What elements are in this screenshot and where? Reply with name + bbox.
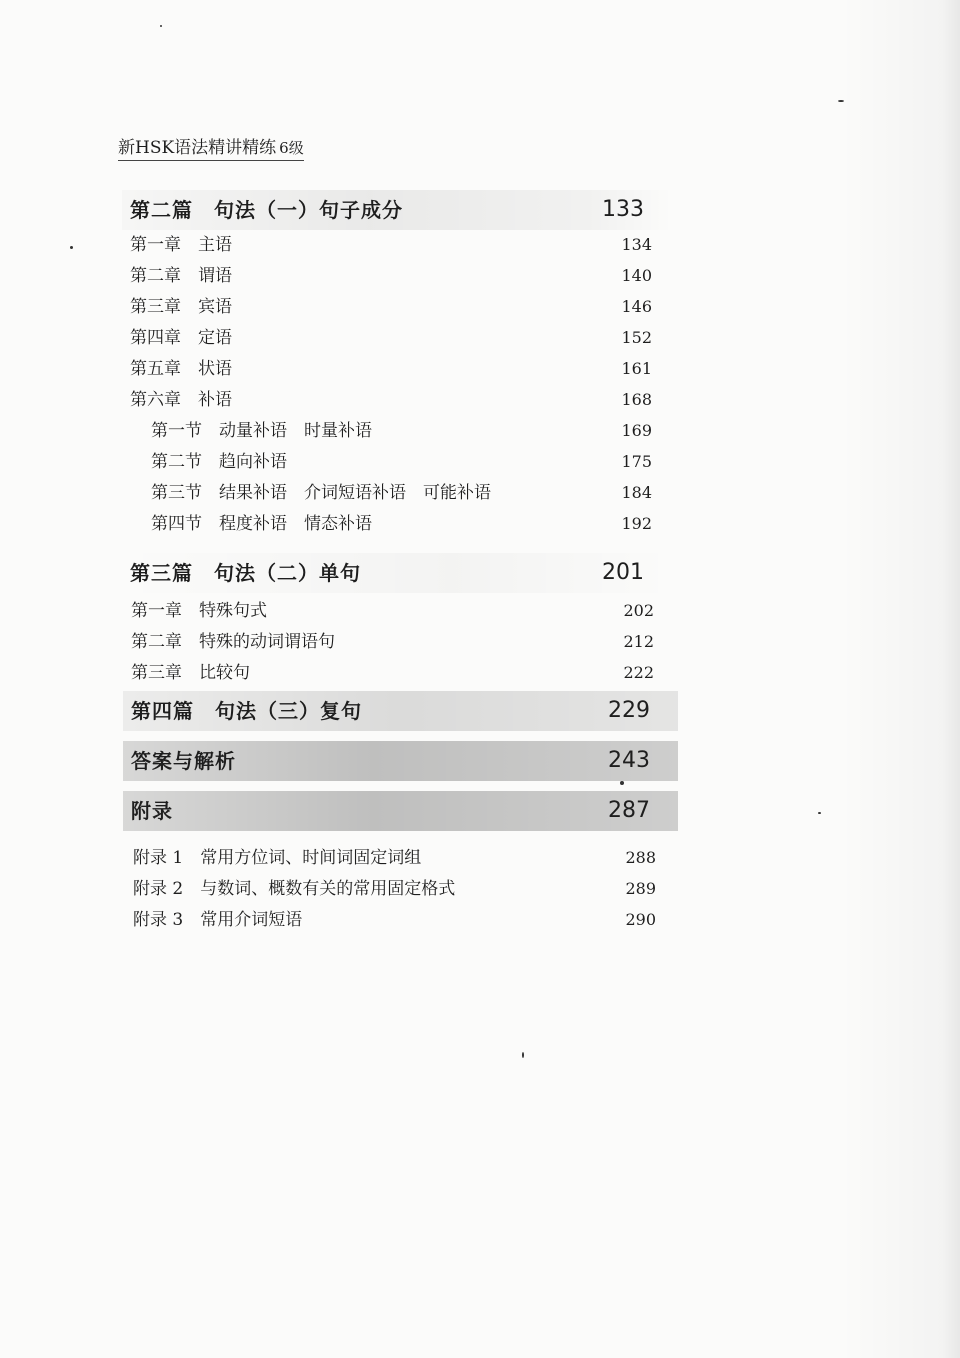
chapter-page: 222 (623, 663, 654, 682)
scan-speck (70, 246, 73, 249)
toc-appendix-item[interactable] (133, 874, 656, 904)
part-page: 229 (608, 698, 650, 723)
appendix-item-page: 288 (625, 848, 656, 867)
toc-appendix[interactable] (123, 791, 678, 831)
chapter-label: 第三章 宾语 (130, 297, 232, 317)
part-title: 第三篇 句法（二）单句 (130, 561, 361, 585)
part-page: 133 (602, 197, 644, 222)
toc-part-4[interactable] (123, 691, 678, 731)
appendix-item-label: 附录 1 常用方位词、时间词固定词组 (133, 848, 422, 868)
appendix-item-label: 附录 3 常用介词短语 (133, 910, 303, 930)
part-title: 第二篇 句法（一）句子成分 (130, 198, 403, 222)
chapter-label: 第一章 特殊句式 (131, 601, 267, 621)
chapter-label: 第二章 谓语 (130, 266, 232, 286)
scan-speck (818, 812, 821, 814)
toc-section[interactable] (151, 478, 652, 508)
toc-chapter[interactable] (131, 627, 654, 657)
section-page: 184 (621, 483, 652, 502)
book-title: 新HSK语法精讲精练 (118, 138, 277, 158)
toc-answers[interactable] (123, 741, 678, 781)
section-label: 第三节 结果补语 介词短语补语 可能补语 (151, 483, 491, 503)
answers-page: 243 (608, 748, 650, 773)
appendix-title: 附录 (131, 799, 173, 823)
scan-speck (838, 100, 844, 102)
scan-speck (522, 1052, 524, 1058)
appendix-item-label: 附录 2 与数词、概数有关的常用固定格式 (133, 879, 456, 899)
chapter-label: 第二章 特殊的动词谓语句 (131, 632, 335, 652)
toc-appendix-item[interactable] (133, 843, 656, 873)
appendix-item-page: 290 (625, 910, 656, 929)
chapter-page: 134 (621, 235, 652, 254)
toc-section[interactable] (151, 447, 652, 477)
toc-chapter[interactable] (131, 596, 654, 626)
scan-speck (160, 25, 162, 27)
chapter-page: 146 (621, 297, 652, 316)
toc-chapter[interactable] (130, 230, 652, 260)
scan-speck (620, 781, 624, 785)
section-page: 192 (621, 514, 652, 533)
appendix-item-page: 289 (625, 879, 656, 898)
chapter-page: 212 (623, 632, 654, 651)
chapter-label: 第三章 比较句 (131, 663, 250, 683)
toc-chapter[interactable] (130, 292, 652, 322)
chapter-label: 第六章 补语 (130, 390, 232, 410)
toc-part-2[interactable] (122, 190, 672, 230)
part-page: 201 (602, 560, 644, 585)
toc-chapter[interactable] (130, 354, 652, 384)
section-label: 第四节 程度补语 情态补语 (151, 514, 372, 534)
section-label: 第一节 动量补语 时量补语 (151, 421, 372, 441)
section-label: 第二节 趋向补语 (151, 452, 287, 472)
section-page: 169 (621, 421, 652, 440)
toc-chapter[interactable] (130, 385, 652, 415)
part-title: 第四篇 句法（三）复句 (131, 699, 362, 723)
appendix-page: 287 (608, 798, 650, 823)
toc-part-3[interactable] (122, 553, 672, 593)
toc-chapter[interactable] (130, 323, 652, 353)
toc-section[interactable] (151, 416, 652, 446)
book-level: 6级 (279, 139, 304, 157)
section-page: 175 (621, 452, 652, 471)
chapter-page: 140 (621, 266, 652, 285)
chapter-page: 161 (621, 359, 652, 378)
chapter-page: 168 (621, 390, 652, 409)
toc-chapter[interactable] (131, 658, 654, 688)
chapter-label: 第一章 主语 (130, 235, 232, 255)
toc-chapter[interactable] (130, 261, 652, 291)
toc-section[interactable] (151, 509, 652, 539)
chapter-page: 202 (623, 601, 654, 620)
chapter-label: 第五章 状语 (130, 359, 232, 379)
chapter-page: 152 (621, 328, 652, 347)
answers-title: 答案与解析 (131, 749, 236, 773)
chapter-label: 第四章 定语 (130, 328, 232, 348)
toc-appendix-item[interactable] (133, 905, 656, 935)
